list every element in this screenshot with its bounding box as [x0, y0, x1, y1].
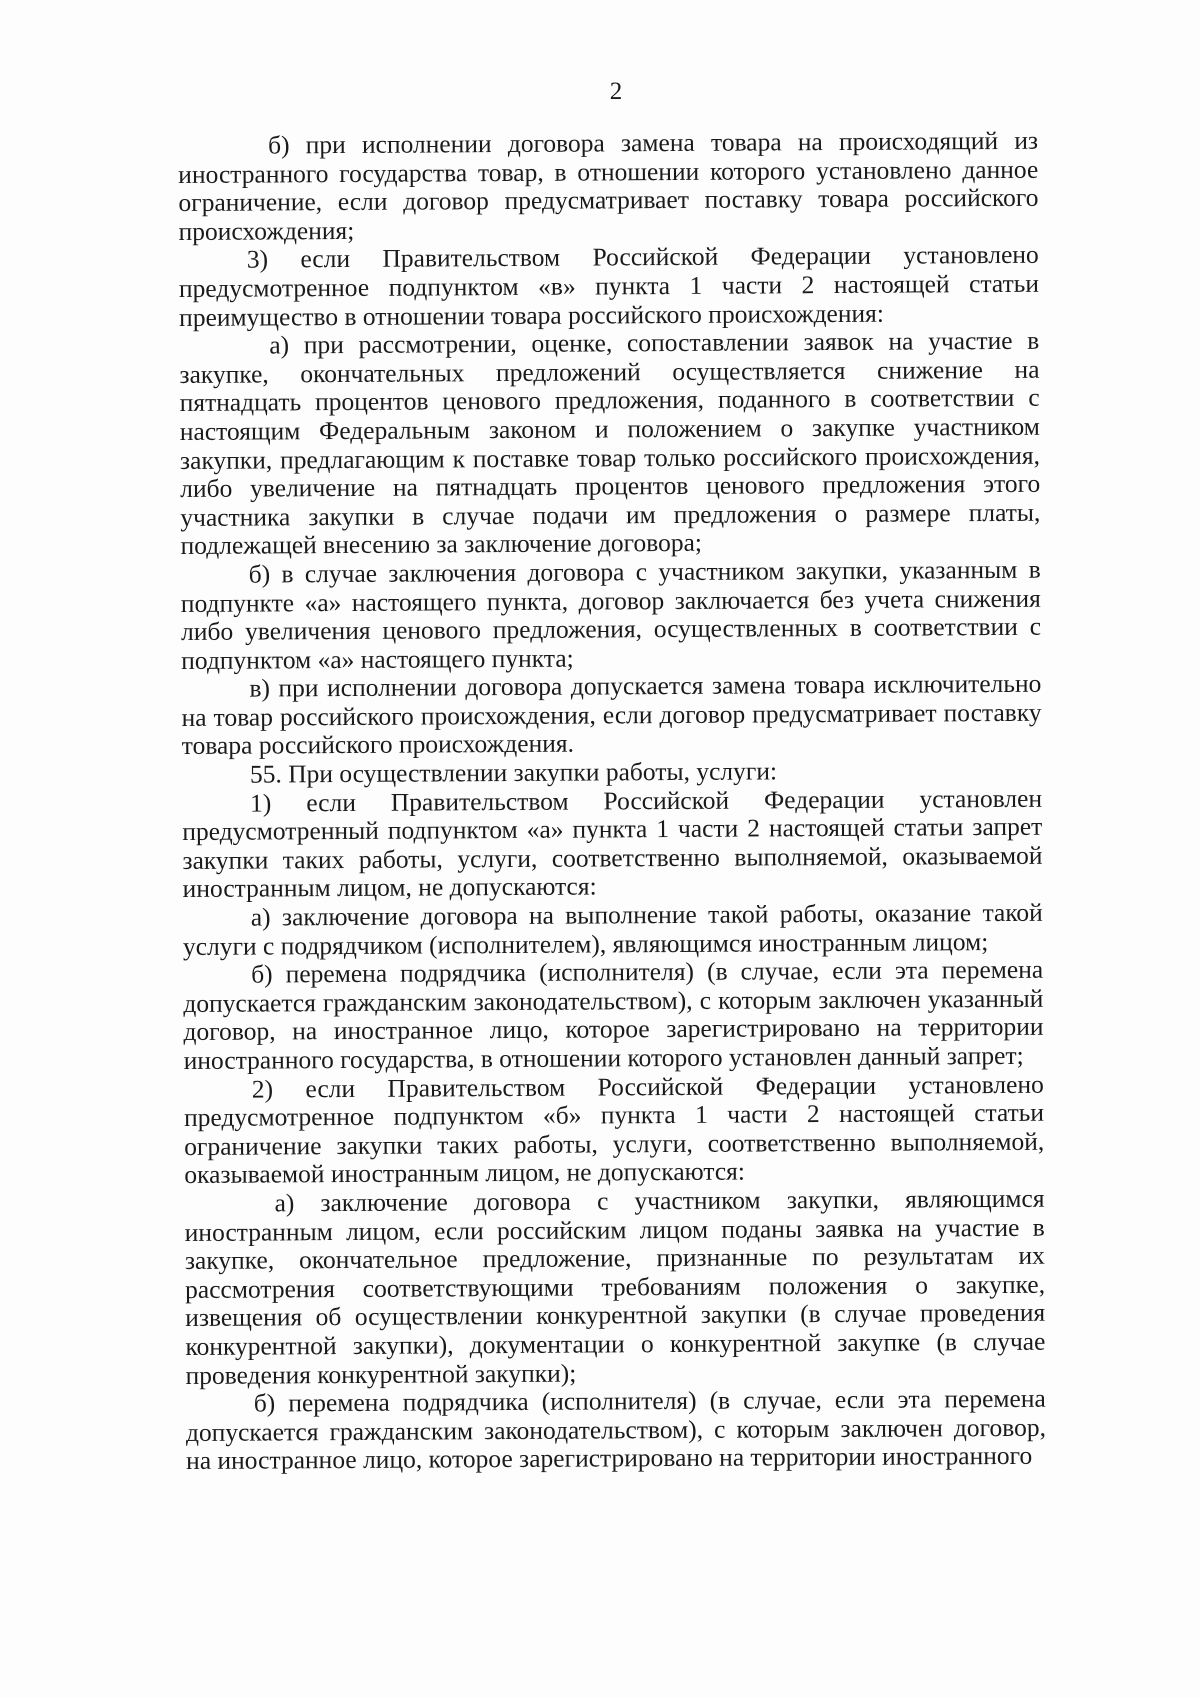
paragraph-a-foreign-participant: а) заключение договора с участником закупки, являющимся иностранным лицом, если российским лицом поданы заявка на участие в закупке, окончательное предложение, признанные по результатам их рассмотрения соответствующими требованиям положения о закупке, извещения об осуществлении конкурентной закупки (в случае проведения конкурентной закупки), документации о конкурентной закупке (в случае проведения конкурентной закупки); — [184, 1183, 1046, 1390]
paragraph-2-restriction: 2) если Правительством Российской Федерации установлено предусмотренное подпунктом «б» пункта 1 части 2 настоящей статьи ограничение закупки таких работы, услуги, соответственно выполняемой, оказываемой иностранным лицом, не допускаются: — [183, 1069, 1045, 1190]
document-body — [178, 127, 1046, 1476]
paragraph-b-contractor-change-2: б) перемена подрядчика (исполнителя) (в случае, если эта перемена допускается гражданским законодательством), с которым заключен договор, на иностранное лицо, которое зарегистрировано на территории иностранного — [185, 1383, 1047, 1476]
paragraph-a-contract-foreign: а) заключение договора на выполнение такой работы, оказание такой услуги с подрядчиком (исполнителем), являющимся иностранным лицом; — [182, 897, 1043, 961]
paragraph-55: 55. При осуществлении закупки работы, услуги: — [249, 756, 778, 789]
paragraph-b-contractor-change: б) перемена подрядчика (исполнителя) (в случае, если эта перемена допускается гражданским законодательством), с которым заключен указанный договор, на иностранное лицо, которое зарегистрировано на территории иностранного государства, в отношении которого установлен данный запрет; — [183, 954, 1044, 1075]
page-number: 2 — [609, 78, 623, 105]
paragraph-b-replacement: б) при исполнении договора замена товара на происходящий из иностранного государства товар, в отношении которого установлено данное ограничение, если договор предусматривает поставку товара российского происхождения; — [178, 125, 1039, 246]
paragraph-v-replacement: в) при исполнении договора допускается замена товара исключительно на товар российского происхождения, если договор предусматривает поставку товара российского происхождения. — [181, 669, 1042, 761]
paragraph-b-contract-conclusion: б) в случае заключения договора с участником закупки, указанным в подпункте «а» настоящего пункта, договор заключается без учета снижения либо увеличения ценового предложения, осуществленных в соответствии с подпунктом «а» настоящего пункта; — [180, 554, 1042, 675]
paragraph-a-price-reduction: а) при рассмотрении, оценке, сопоставлении заявок на участие в закупке, окончательных предложений осуществляется снижение на пятнадцать процентов ценового предложения, поданного в соответствии с настоящим Федеральным законом и положением о закупке участником закупки, предлагающим к поставке товар только российского происхождения, либо увеличение на пятнадцать процентов ценового предложения этого участника закупки в случае подачи им предложения о размере платы, подлежащей внесению за заключение договора; — [179, 325, 1041, 561]
paragraph-3-preference: 3) если Правительством Российской Федерации установлено предусмотренное подпунктом «в» пункта 1 части 2 настоящей статьи преимущество в отношении товара российского происхождения: — [178, 240, 1040, 332]
paragraph-1-ban: 1) если Правительством Российской Федерации установлен предусмотренный подпунктом «а» пункта 1 части 2 настоящей статьи запрет закупки таких работы, услуги, соответственно выполняемой, оказываемой иностранным лицом, не допускаются: — [182, 783, 1043, 904]
